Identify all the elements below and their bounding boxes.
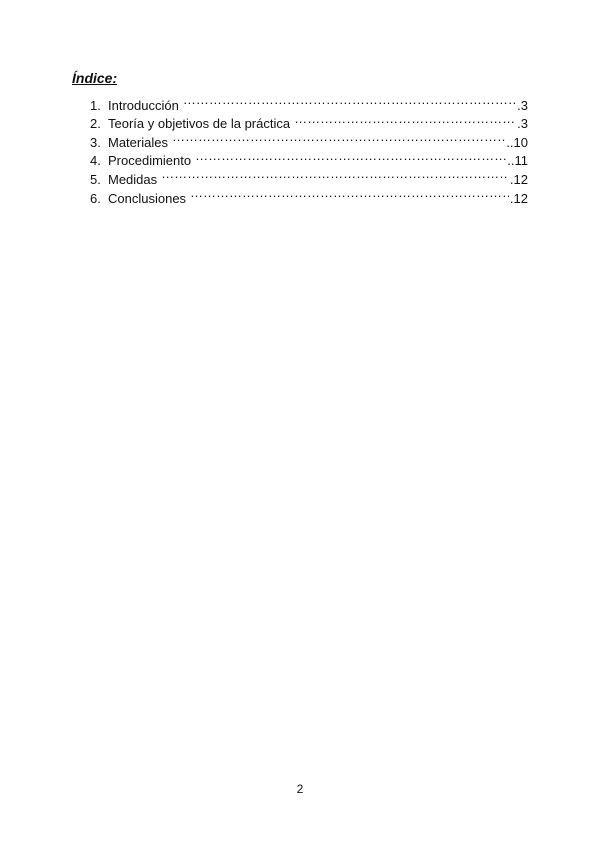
- page-number: 2: [296, 782, 304, 796]
- toc-dot-leader: [294, 110, 516, 129]
- toc-item-label: Materiales: [108, 134, 168, 150]
- toc-item-page: .3: [517, 97, 528, 113]
- toc-item-page: .12: [509, 190, 528, 206]
- toc-item-page: ..10: [506, 134, 528, 150]
- toc-item-number: 5.: [90, 171, 101, 187]
- toc-item-number: 6.: [90, 190, 101, 206]
- toc-item-label: Conclusiones: [108, 190, 187, 206]
- toc-item-label: Introducción: [108, 97, 179, 113]
- toc-dot-leader: [161, 165, 509, 184]
- toc-dot-leader: [195, 147, 506, 166]
- toc-item-page: .12: [509, 171, 528, 187]
- toc-title: Índice:: [72, 70, 118, 86]
- toc-item-number: 1.: [90, 97, 101, 113]
- table-of-contents: [90, 91, 528, 206]
- toc-item-page: ..11: [507, 153, 528, 169]
- toc-item-number: 2.: [90, 116, 101, 132]
- toc-item-number: 4.: [90, 153, 101, 169]
- toc-item-label: Procedimiento: [108, 153, 192, 169]
- toc-item-introduccion: [90, 91, 528, 113]
- toc-dot-leader: [172, 128, 505, 147]
- toc-item-page: .3: [517, 116, 528, 132]
- toc-dot-leader: [183, 91, 516, 110]
- toc-item-label: Teoría y objetivos de la práctica: [108, 116, 291, 132]
- toc-dot-leader: [190, 184, 509, 203]
- toc-item-label: Medidas: [108, 171, 158, 187]
- toc-item-number: 3.: [90, 134, 101, 150]
